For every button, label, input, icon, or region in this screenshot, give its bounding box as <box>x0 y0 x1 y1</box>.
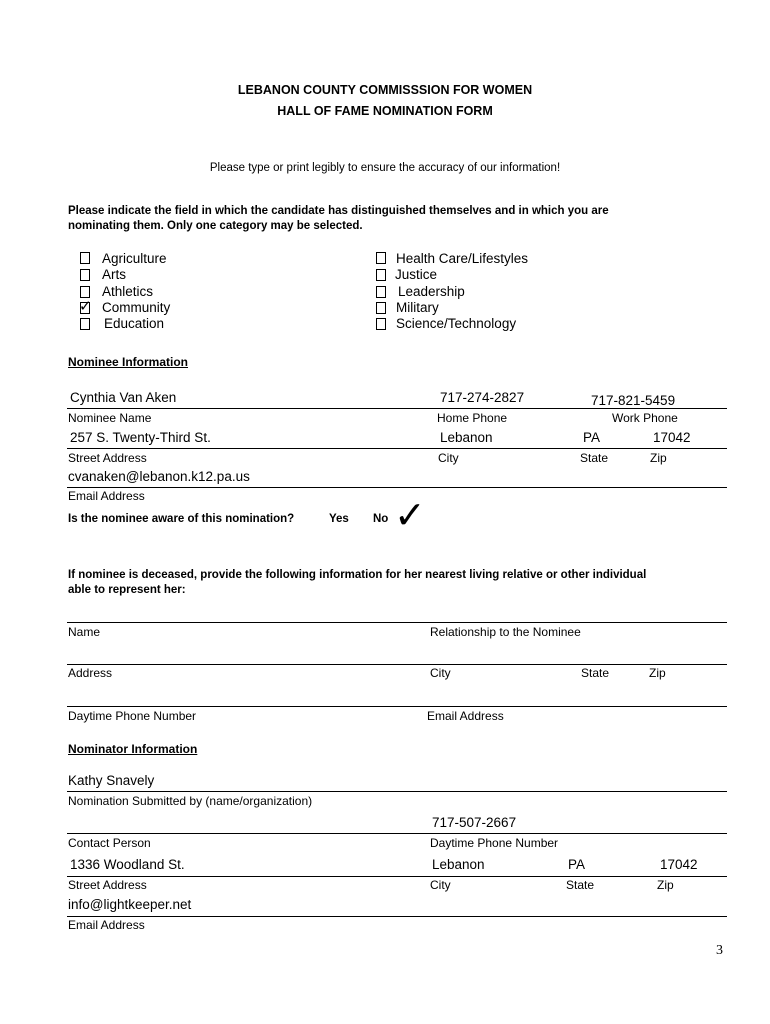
check-mark-icon: ✓ <box>394 495 426 537</box>
deceased-prompt-line1: If nominee is deceased, provide the following information for her nearest living relative or other individual <box>68 569 647 581</box>
nominator-zip-value[interactable]: 17042 <box>660 857 698 872</box>
nominator-name-value[interactable]: Kathy Snavely <box>68 773 155 788</box>
category-label-community: Community <box>102 300 171 315</box>
relative-phone-label: Daytime Phone Number <box>68 709 197 723</box>
nominator-street-label: Street Address <box>68 878 147 892</box>
divider <box>67 876 727 877</box>
category-prompt-line1: Please indicate the field in which the candidate has distinguished themselves and in which you are <box>68 205 609 217</box>
relative-email-label: Email Address <box>427 709 504 723</box>
page-number: 3 <box>716 943 723 958</box>
divider <box>67 622 727 623</box>
divider <box>67 706 727 707</box>
divider <box>67 791 727 792</box>
divider <box>67 833 727 834</box>
street-address-label: Street Address <box>68 451 147 465</box>
checkbox-arts[interactable] <box>80 269 90 281</box>
aware-question: Is the nominee aware of this nomination? <box>68 513 295 525</box>
nominee-city-value[interactable]: Lebanon <box>440 430 493 445</box>
nominee-name-label: Nominee Name <box>68 411 152 425</box>
home-phone-label: Home Phone <box>437 411 508 425</box>
nominee-zip-value[interactable]: 17042 <box>653 430 691 445</box>
checkbox-justice[interactable] <box>376 269 386 281</box>
nominator-section-title: Nominator Information <box>68 742 198 756</box>
nominee-work-phone-value[interactable]: 717-821-5459 <box>591 393 676 408</box>
checkbox-military[interactable] <box>376 302 386 314</box>
nominee-name-value[interactable]: Cynthia Van Aken <box>70 390 177 405</box>
nominator-state-value[interactable]: PA <box>568 857 586 872</box>
aware-no-option[interactable]: No <box>373 513 389 525</box>
nominator-email-value[interactable]: info@lightkeeper.net <box>68 897 192 912</box>
contact-person-label: Contact Person <box>68 836 151 850</box>
nominator-city-value[interactable]: Lebanon <box>432 857 485 872</box>
check-mark-icon: ✓ <box>79 298 92 315</box>
form-title-line2: HALL OF FAME NOMINATION FORM <box>277 104 493 118</box>
category-label-athletics: Athletics <box>102 284 154 299</box>
nominator-street-value[interactable]: 1336 Woodland St. <box>70 857 185 872</box>
nominee-section-title: Nominee Information <box>68 355 189 369</box>
checkbox-health-care[interactable] <box>376 252 386 264</box>
nominee-home-phone-value[interactable]: 717-274-2827 <box>440 390 525 405</box>
category-label-agriculture: Agriculture <box>102 251 167 266</box>
category-label-military: Military <box>396 300 439 315</box>
nominee-street-value[interactable]: 257 S. Twenty-Third St. <box>70 430 211 445</box>
city-label: City <box>438 451 459 465</box>
nominator-state-label: State <box>566 878 595 892</box>
category-label-science-technology: Science/Technology <box>396 316 517 331</box>
divider <box>67 664 727 665</box>
divider <box>67 487 727 488</box>
nominee-email-value[interactable]: cvanaken@lebanon.k12.pa.us <box>68 469 250 484</box>
divider <box>67 448 727 449</box>
category-label-arts: Arts <box>102 267 127 282</box>
category-label-health-care: Health Care/Lifestyles <box>396 251 529 266</box>
category-label-education: Education <box>104 316 165 331</box>
checkbox-education[interactable] <box>80 318 90 330</box>
instruction-text: Please type or print legibly to ensure the accuracy of our information! <box>209 162 561 174</box>
divider <box>67 916 727 917</box>
daytime-phone-label: Daytime Phone Number <box>430 836 559 850</box>
nominator-city-label: City <box>430 878 451 892</box>
checkbox-agriculture[interactable] <box>80 252 90 264</box>
relative-address-label: Address <box>68 666 113 680</box>
work-phone-label: Work Phone <box>612 411 678 425</box>
relative-state-label: State <box>581 666 610 680</box>
aware-yes-option[interactable]: Yes <box>329 513 349 525</box>
relative-city-label: City <box>430 666 451 680</box>
nominator-phone-value[interactable]: 717-507-2667 <box>432 815 517 830</box>
nominator-zip-label: Zip <box>657 878 674 892</box>
checkbox-leadership[interactable] <box>376 286 386 298</box>
relative-zip-label: Zip <box>649 666 666 680</box>
form-title-line1: LEBANON COUNTY COMMISSSION FOR WOMEN <box>237 83 533 97</box>
zip-label: Zip <box>650 451 667 465</box>
category-label-justice: Justice <box>395 267 438 282</box>
email-address-label: Email Address <box>68 489 145 503</box>
nominee-state-value[interactable]: PA <box>583 430 601 445</box>
checkbox-science-technology[interactable] <box>376 318 386 330</box>
divider <box>67 408 727 409</box>
nominator-email-label: Email Address <box>68 918 145 932</box>
state-label: State <box>580 451 609 465</box>
relationship-label: Relationship to the Nominee <box>430 625 581 639</box>
category-label-leadership: Leadership <box>398 284 465 299</box>
submitted-by-label: Nomination Submitted by (name/organization) <box>68 794 313 808</box>
category-prompt-line2: nominating them. Only one category may be selected. <box>68 220 363 232</box>
checkbox-athletics[interactable] <box>80 286 90 298</box>
relative-name-label: Name <box>68 625 101 639</box>
deceased-prompt-line2: able to represent her: <box>68 584 186 596</box>
